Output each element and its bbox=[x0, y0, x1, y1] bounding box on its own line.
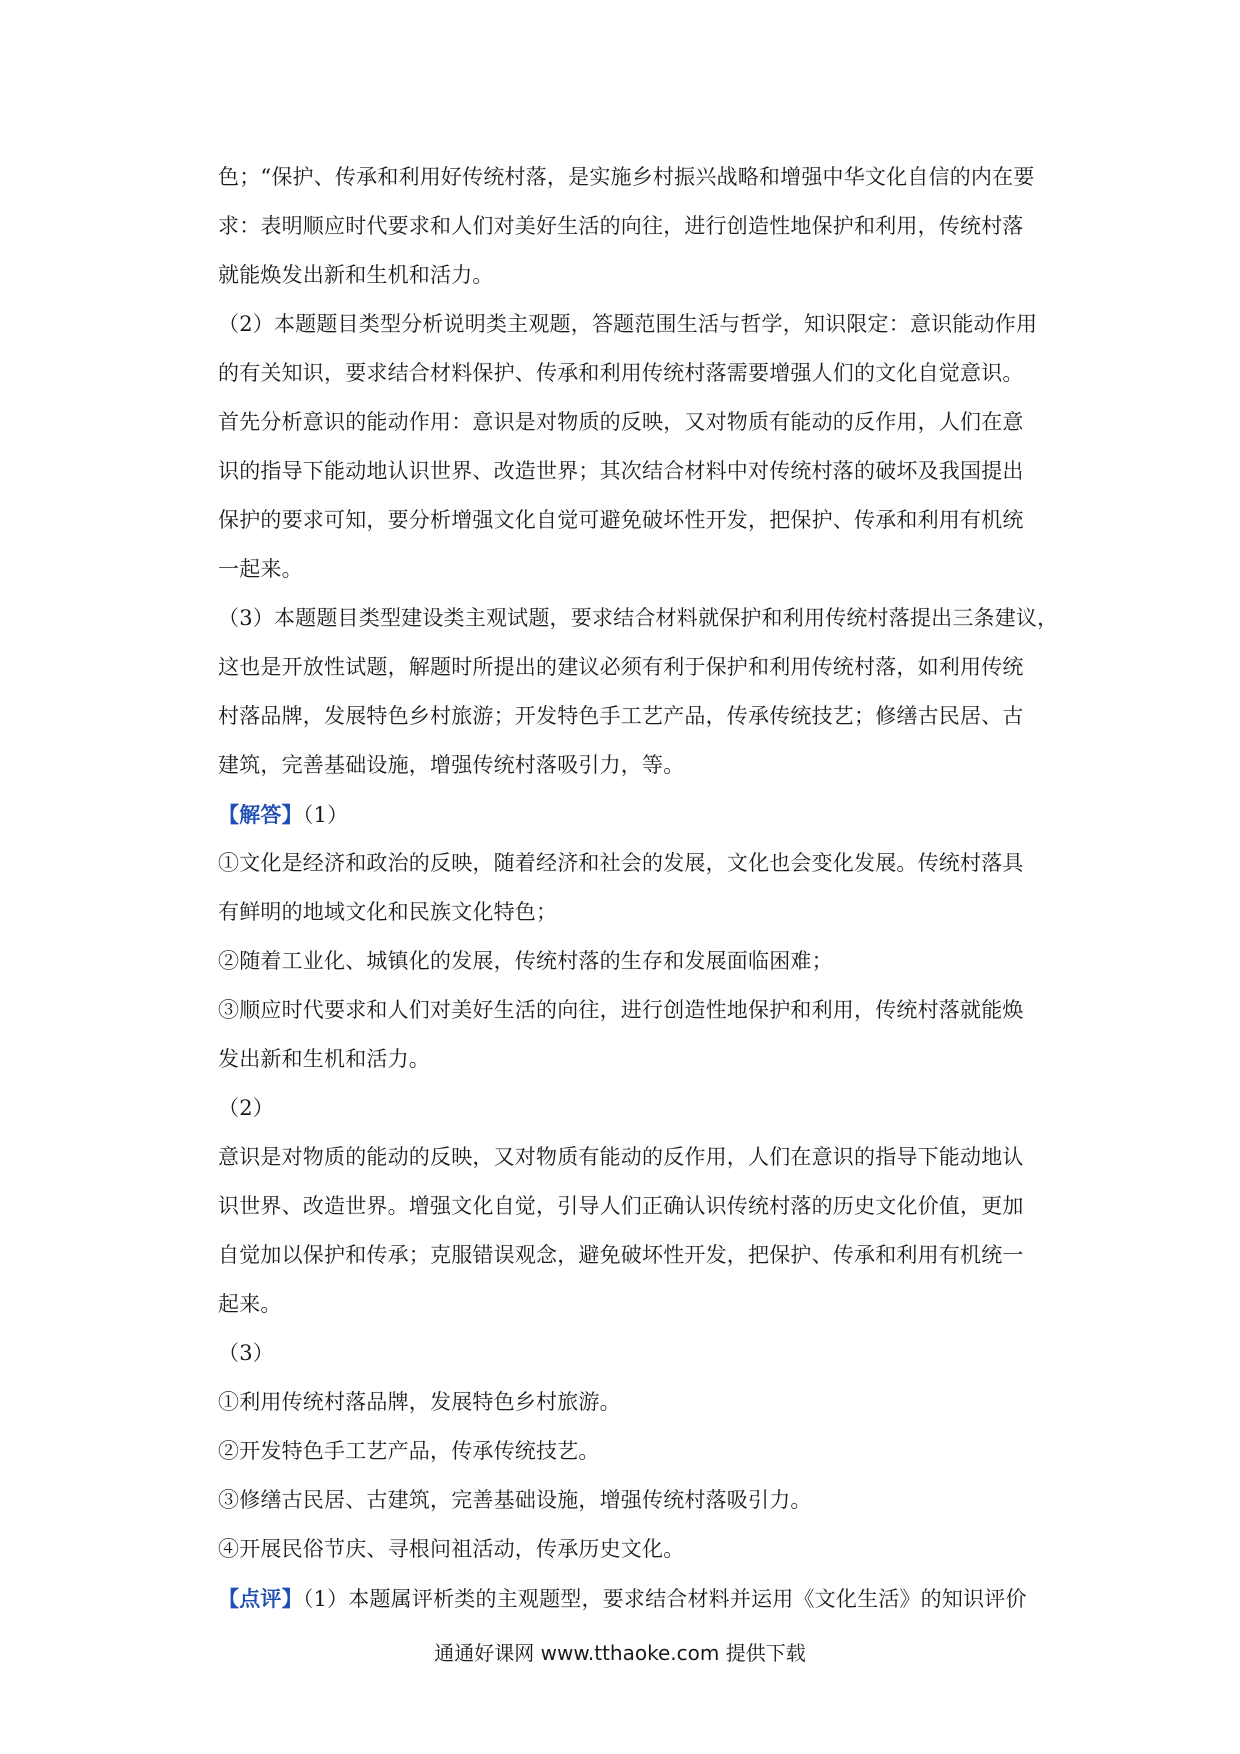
answer-line: ③修缮古民居、古建筑，完善基础设施，增强传统村落吸引力。 bbox=[218, 1488, 812, 1512]
answer-line: 发出新和生机和活力。 bbox=[218, 1047, 430, 1071]
answer-line: ④开展民俗节庆、寻根问祖活动，传承历史文化。 bbox=[218, 1537, 685, 1561]
answer-line: ②开发特色手工艺产品，传承传统技艺。 bbox=[218, 1439, 600, 1463]
review-tag: 【点评】 bbox=[218, 1586, 303, 1611]
answer-line: 自觉加以保护和传承；克服错误观念，避免破坏性开发，把保护、传承和利用有机统一 bbox=[218, 1243, 1024, 1267]
paragraph-line: 建筑，完善基础设施，增强传统村落吸引力，等。 bbox=[218, 753, 685, 777]
paragraph-line: 保护的要求可知，要分析增强文化自觉可避免破坏性开发，把保护、传承和利用有机统 bbox=[218, 508, 1024, 532]
answer-line: （3） bbox=[218, 1341, 274, 1365]
answer-line: ③顺应时代要求和人们对美好生活的向往，进行创造性地保护和利用，传统村落就能焕 bbox=[218, 998, 1024, 1022]
answer-tag: 【解答】 bbox=[218, 802, 303, 827]
answer-line: （2） bbox=[218, 1096, 274, 1120]
answer-line: ①利用传统村落品牌，发展特色乡村旅游。 bbox=[218, 1390, 621, 1414]
answer-line: ②随着工业化、城镇化的发展，传统村落的生存和发展面临困难； bbox=[218, 949, 833, 973]
paragraph-line: 首先分析意识的能动作用：意识是对物质的反映，又对物质有能动的反作用，人们在意 bbox=[218, 410, 1024, 434]
paragraph-line: 的有关知识，要求结合材料保护、传承和利用传统村落需要增强人们的文化自觉意识。 bbox=[218, 361, 1024, 385]
paragraph-line: 色；“保护、传承和利用好传统村落，是实施乡村振兴战略和增强中华文化自信的内在要 bbox=[218, 165, 1035, 189]
review-line bbox=[218, 1574, 1058, 1623]
paragraph-line: 就能焕发出新和生机和活力。 bbox=[218, 263, 494, 287]
answer-line: 起来。 bbox=[218, 1292, 282, 1316]
page-footer: 通通好课网 www.tthaoke.com 提供下载 bbox=[434, 1641, 806, 1665]
paragraph-line: 一起来。 bbox=[218, 557, 303, 581]
answer-line: ①文化是经济和政治的反映，随着经济和社会的发展，文化也会变化发展。传统村落具 bbox=[218, 851, 1024, 875]
answer-heading bbox=[218, 790, 1058, 839]
review-text: （1）本题属评析类的主观题型，要求结合材料并运用《文化生活》的知识评价 bbox=[302, 1587, 1027, 1611]
answer-line: 识世界、改造世界。增强文化自觉，引导人们正确认识传统村落的历史文化价值，更加 bbox=[218, 1194, 1024, 1218]
paragraph-line: （3）本题题目类型建设类主观试题，要求结合材料就保护和利用传统村落提出三条建议， bbox=[218, 606, 1058, 630]
paragraph-line: （2）本题题目类型分析说明类主观题，答题范围生活与哲学，知识限定：意识能动作用 bbox=[218, 312, 1038, 336]
document-body bbox=[218, 153, 1058, 1623]
paragraph-line: 识的指导下能动地认识世界、改造世界；其次结合材料中对传统村落的破坏及我国提出 bbox=[218, 459, 1024, 483]
answer-line: 有鲜明的地域文化和民族文化特色； bbox=[218, 900, 558, 924]
paragraph-line: 这也是开放性试题，解题时所提出的建议必须有利于保护和利用传统村落，如利用传统 bbox=[218, 655, 1024, 679]
answer-line: 意识是对物质的能动的反映，又对物质有能动的反作用，人们在意识的指导下能动地认 bbox=[218, 1145, 1024, 1169]
answer-part-label: （1） bbox=[302, 803, 349, 827]
paragraph-line: 村落品牌，发展特色乡村旅游；开发特色手工艺产品，传承传统技艺；修缮古民居、古 bbox=[218, 704, 1024, 728]
paragraph-line: 求：表明顺应时代要求和人们对美好生活的向往，进行创造性地保护和利用，传统村落 bbox=[218, 214, 1024, 238]
